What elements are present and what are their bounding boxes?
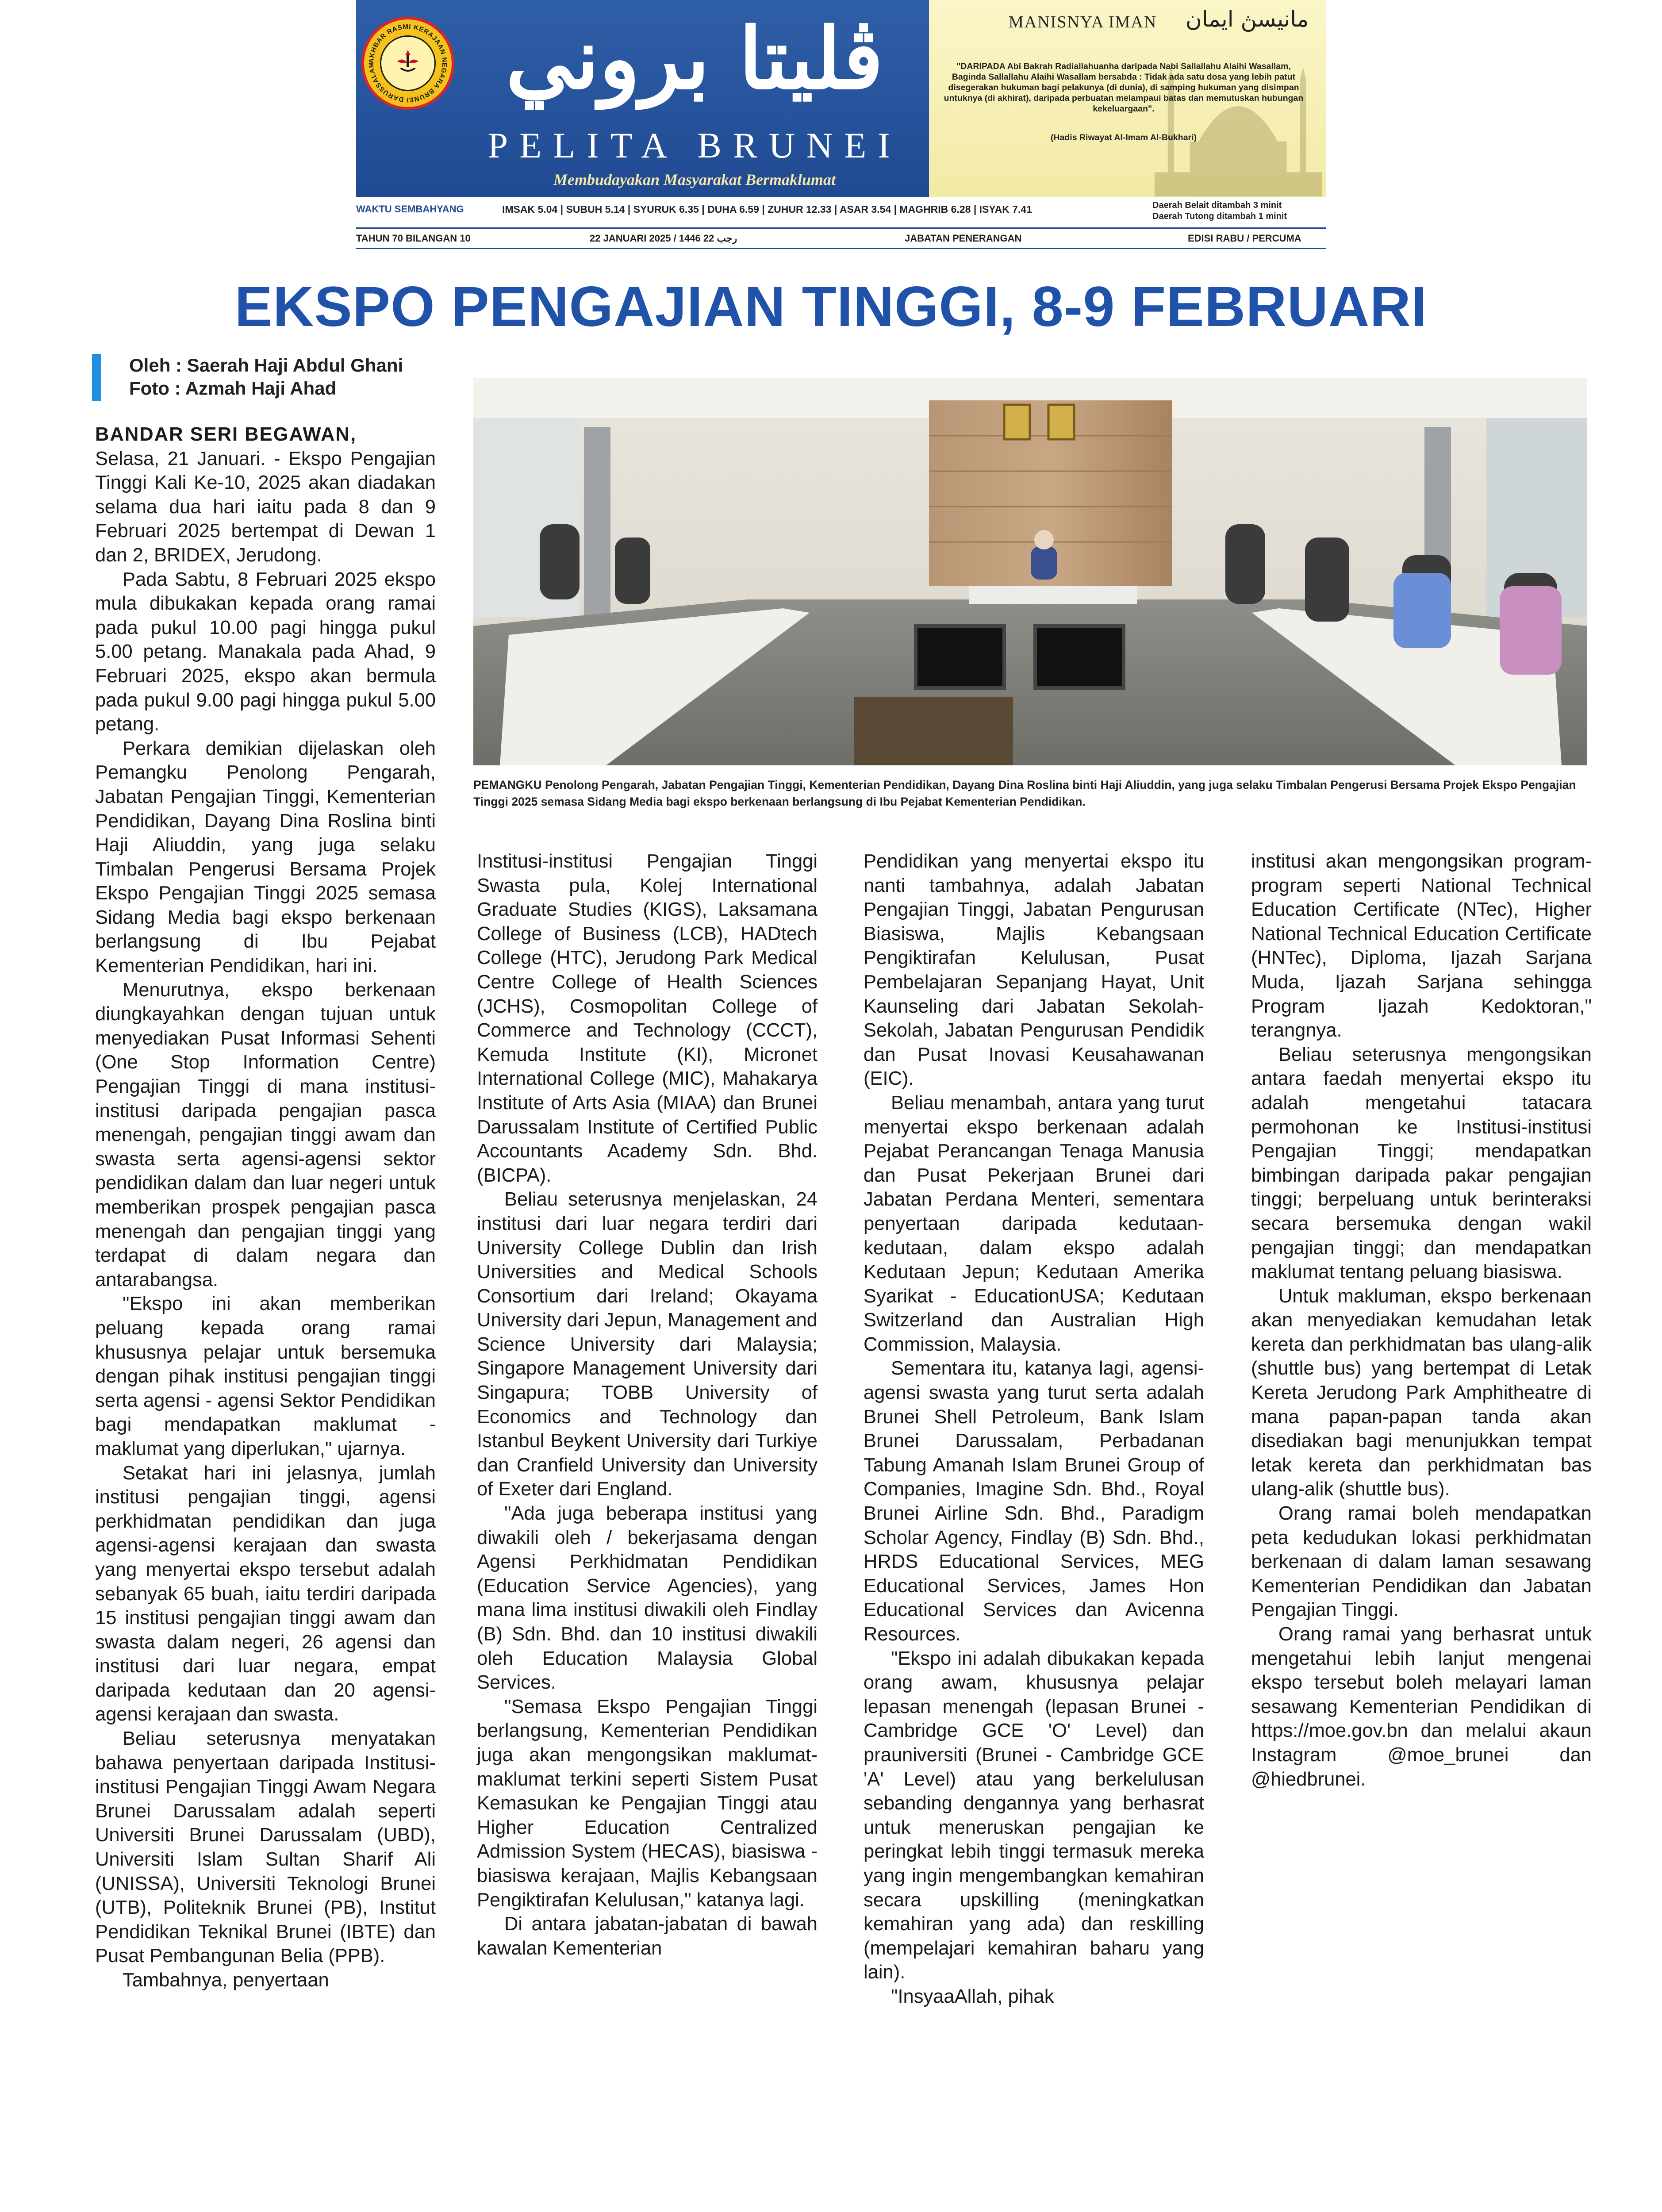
- prayer-times: IMSAK 5.04 | SUBUH 5.14 | SYURUK 6.35 | DUHA 6.59 | ZUHUR 12.33 | ASAR 3.54 | MAGHRIB 6.28 | ISYAK 7.41: [502, 204, 1032, 215]
- article-paragraph: Tambahnya, penyertaan: [123, 1970, 329, 1991]
- manisnya-iman-jawi: مانيسڽ ايمان: [1186, 6, 1309, 32]
- prayer-note-belait: Daerah Belait ditambah 3 minit: [1152, 200, 1282, 210]
- photo-caption: PEMANGKU Penolong Pengarah, Jabatan Pengajian Tinggi, Kementerian Pendidikan, Dayang Dina Roslina binti Haji Aliuddin, yang juga selaku Timbalan Pengerusi Bersama Projek Ekspo Pengajian Tinggi 2025 semasa Sidang Media bagi ekspo berkenaan berlangsung di Ibu Pejabat Kementerian Pendidikan.: [473, 778, 1576, 808]
- seal-crest: [380, 35, 436, 91]
- article-paragraph: Di antara jabatan-jabatan di bawah kawalan Kementerian: [477, 1913, 818, 1959]
- article-paragraph: Perkara demikian dijelaskan oleh Pemangku Penolong Pengarah, Jabatan Pengajian Tinggi, Kementerian Pendidikan, Dayang Dina Roslina binti Haji Aliuddin, yang juga selaku Timbalan Pengerusi Bersama Projek Ekspo Pengajian Tinggi 2025 semasa Sidang Media bagi ekspo berkenaan berlangsung di Ibu Pejabat Kementerian Pendidikan, hari ini.: [95, 737, 436, 977]
- article-paragraph: "Ada juga beberapa institusi yang diwakili oleh / bekerjasama dengan Agensi Perkhidmatan Pendidikan (Education Service Agencies), yang mana lima institusi diwakili oleh Findlay (B) Sdn. Bhd. dan 10 institusi diwakili oleh Education Malaysia Global Services.: [477, 1503, 818, 1694]
- article-paragraph: "Ekspo ini akan memberikan peluang kepada orang ramai khususnya pelajar untuk bersemuka dengan pihak institusi pengajian tinggi serta agensi - agensi Sektor Pendidikan bagi mendapatkan maklumat - maklumat yang diperlukan," ujarnya.: [95, 1293, 436, 1459]
- issue-info-bar: [356, 231, 1326, 247]
- article-paragraph: [95, 422, 436, 568]
- prayer-times-bar: [356, 200, 1326, 226]
- hadith-panel: [929, 0, 1326, 197]
- manisnya-iman-label: MANISNYA IMAN: [1009, 13, 1157, 31]
- seal-text: AKHBAR RASMI KERAJAAN NEGARA BRUNEI DARUSSALAM: [367, 23, 449, 104]
- article-paragraph: Beliau seterusnya menyatakan bahawa penyertaan daripada Institusi-institusi Pengajian Tinggi Awam Negara Brunei Darussalam adalah seperti Universiti Brunei Darussalam (UBD), Universiti Islam Sultan Sharif Ali (UNISSA), Universiti Teknologi Brunei (UTB), Politeknik Brunei (PB), Institut Pendidikan Teknikal Brunei (IBTE) dan Pusat Pembangunan Belia (PPB).: [95, 1728, 436, 1967]
- brunei-crest-icon: [394, 48, 422, 77]
- issue-volume: TAHUN 70 BILANGAN 10: [356, 233, 471, 244]
- byline-accent: [92, 354, 101, 401]
- issue-edition: EDISI RABU / PERCUMA: [1188, 233, 1301, 244]
- article-column-1: [95, 422, 436, 1993]
- divider: [356, 248, 1326, 249]
- article-paragraph: Pada Sabtu, 8 Februari 2025 ekspo mula dibukakan kepada orang ramai pada pukul 10.00 pagi hingga pukul 5.00 petang. Manakala pada Ahad, 9 Februari 2025, ekspo akan bermula pada pukul 9.00 pagi hingga pukul 5.00 petang.: [95, 568, 436, 735]
- article-paragraph: "Semasa Ekspo Pengajian Tinggi berlangsung, Kementerian Pendidikan juga akan mengongsikan maklumat-maklumat terkini seperti Sistem Pusat Kemasukan ke Pengajian Tinggi atau Higher Education Centralized Admission System (HECAS), biasiswa - biasiswa kerajaan, Majlis Kebangsaan Pengiktirafan Kelulusan," katanya lagi.: [477, 1696, 818, 1911]
- article-paragraph: Setakat hari ini jelasnya, jumlah institusi pengajian tinggi, agensi perkhidmatan pendidikan dan juga agensi-agensi kerajaan dan swasta yang menyertai ekspo tersebut adalah sebanyak 65 buah, iaitu terdiri daripada 15 institusi pengajian tinggi awam dan swasta dalam negeri, 26 agensi dan institusi dari luar negara, empat daripada kedutaan dan 20 agensi-agensi kerajaan dan swasta.: [95, 1462, 436, 1725]
- article-paragraph: institusi akan mengongsikan program-program seperti National Technical Education Certificate (NTec), Higher National Technical Education Certificate (HNTec), Diploma, Ijazah Sarjana Muda, Ijazah Sarjana sehingga Program Ijazah Kedoktoran," terangnya.: [1251, 851, 1592, 1041]
- article-paragraph: Sementara itu, katanya lagi, agensi-agensi swasta yang turut serta adalah Brunei Shell Petroleum, Bank Islam Brunei Darussalam, Perbadanan Tabung Amanah Islam Brunei Group of Companies, Imagine Sdn. Bhd., Royal Brunei Airline Sdn. Bhd., Paradigm Scholar Agency, Findlay (B) Sdn. Bhd., HRDS Educational Services, MEG Educational Services, James Hon Educational Services dan Avicenna Resources.: [864, 1358, 1204, 1645]
- article-paragraph: Untuk makluman, ekspo berkenaan akan menyediakan kemudahan letak kereta dan perkhidmatan bas ulang-alik (shuttle bus) yang bertempat di Letak Kereta Jerudong Park Amphitheatre di mana papan-papan tanda akan disediakan bagi menunjukkan tempat letak kereta dan perkhidmatan bas ulang-alik (shuttle bus).: [1251, 1285, 1592, 1500]
- meeting-room-image: [473, 378, 1587, 765]
- masthead-title-panel: [356, 0, 929, 197]
- byline-photo: Foto : Azmah Haji Ahad: [129, 378, 337, 399]
- article-paragraph: Menurutnya, ekspo berkenaan diungkayahkan dengan tujuan untuk menyediakan Pusat Informasi Sehenti (One Stop Information Centre) Pengajian Tinggi di mana institusi-institusi daripada pengajian pasca menengah, pengajian tinggi awam dan swasta serta agensi-agensi sektor pendidikan dalam dan luar negeri untuk memberikan prospek pengajian pasca menengah dan pengajian tinggi yang terdapat di dalam negara dan antarabangsa.: [95, 979, 436, 1290]
- masthead-jawi-title: ڤليتا بروني: [506, 9, 883, 108]
- article-column-2: [477, 849, 818, 1960]
- article-paragraph: Institusi-institusi Pengajian Tinggi Swasta pula, Kolej International Graduate Studies (KIGS), Laksamana College of Business (LCB), HADtech College (HTC), Jerudong Park Medical Centre College of Health Sciences (JCHS), Cosmopolitan College of Commerce and Technology (CCCT), Kemuda Institute (KI), Micronet International College (MIC), Mahakarya Institute of Arts Asia (MIAA) dan Brunei Darussalam Institute of Certified Public Accountants Academy Sdn. Bhd. (BICPA).: [477, 851, 818, 1186]
- official-seal-icon: [361, 17, 454, 110]
- byline-author: Oleh : Saerah Haji Abdul Ghani: [129, 355, 403, 376]
- hadith-text: "DARIPADA Abi Bakrah Radiallahuanha daripada Nabi Sallallahu Alaihi Wasallam, Baginda Sallallahu Alaihi Wasallam bersabda : Tidak ada satu dosa yang lebih patut disegerakan hukuman bagi pelakunya (di dunia), di samping hukuman yang disimpan untuknya (di akhirat), daripada perbuatan melampaui batas dan memutuskan hubungan kekeluargaan".: [944, 61, 1304, 114]
- article-paragraph: "InsyaaAllah, pihak: [891, 1985, 1054, 2007]
- divider: [356, 227, 1326, 229]
- article-paragraph: Orang ramai boleh mendapatkan peta kedudukan lokasi perkhidmatan berkenaan di dalam laman sesawang Kementerian Pendidikan dan Jabatan Pengajian Tinggi.: [1251, 1503, 1592, 1621]
- hadith-source: (Hadis Riwayat Al-Imam Al-Bukhari): [1050, 133, 1197, 142]
- issue-date: 22 JANUARI 2025 / 1446 رجب 22: [590, 233, 737, 244]
- article-dateline: BANDAR SERI BEGAWAN,: [95, 424, 357, 445]
- byline: [129, 354, 403, 400]
- prayer-note-tutong: Daerah Tutong ditambah 1 minit: [1152, 211, 1287, 221]
- article-paragraph: Beliau seterusnya menjelaskan, 24 institusi dari luar negara terdiri dari University College Dublin dan Irish Universities and Medical Schools Consortium dari Ireland; Okayama University dari Jepun, Management and Science University dari Malaysia; Singapore Management University dari Singapura; TOBB University of Economics and Technology dan Istanbul Beykent University dari Turkiye dan Cranfield University dan University of Exeter dari England.: [477, 1189, 818, 1500]
- article-paragraph: Beliau seterusnya mengongsikan antara faedah menyertai ekspo itu adalah mengetahui tatacara permohonan ke Institusi-institusi Pengajian Tinggi; mendapatkan bimbingan daripada pakar pengajian tinggi; berpeluang untuk berinteraksi secara bersemuka dengan wakil pengajian tinggi; dan mendapatkan maklumat tentang peluang biasiswa.: [1251, 1044, 1592, 1283]
- article-column-3: [864, 849, 1204, 2009]
- article-column-4: [1251, 849, 1592, 1791]
- article-headline: EKSPO PENGAJIAN TINGGI, 8-9 FEBRUARI: [234, 275, 1428, 338]
- article-paragraph: Beliau menambah, antara yang turut menyertai ekspo berkenaan adalah Pejabat Perancangan Tenaga Manusia dan Pusat Pekerjaan Brunei dari Jabatan Perdana Menteri, sementara penyertaan daripada kedutaan-kedutaan, dalam ekspo adalah Kedutaan Jepun; Kedutaan Amerika Syarikat - EducationUSA; Kedutaan Switzerland dan Australian High Commission, Malaysia.: [864, 1092, 1204, 1355]
- masthead-tagline: Membudayakan Masyarakat Bermaklumat: [553, 171, 836, 188]
- issue-publisher: JABATAN PENERANGAN: [905, 233, 1022, 244]
- prayer-times-label: WAKTU SEMBAHYANG: [356, 204, 464, 215]
- article-paragraph: "Ekspo ini adalah dibukakan kepada orang awam, khususnya pelajar lepasan menengah (lepasan Brunei - Cambridge GCE 'O' Level) dan prauniversiti (Brunei - Cambridge GCE 'A' Level) atau yang berkelulusan sebanding dengannya yang berhasrat untuk meneruskan pengajian ke peringkat lebih tinggi termasuk mereka yang ingin mengembangkan kemahiran secara upskilling (meningkatkan kemahiran yang ada) dan reskilling (mempelajari kemahiran baharu yang lain).: [864, 1647, 1204, 1983]
- prayer-times-note: [1152, 200, 1287, 222]
- masthead: [356, 0, 1326, 197]
- article-paragraph-text: Selasa, 21 Januari. - Ekspo Pengajian Tinggi Kali Ke-10, 2025 akan diadakan selama dua hari iaitu pada 8 dan 9 Februari 2025 bertempat di Dewan 1 dan 2, BRIDEX, Jerudong.: [95, 448, 436, 566]
- masthead-latin-title: PELITA BRUNEI: [487, 125, 902, 165]
- press-conference-photo: [473, 378, 1587, 765]
- article-paragraph: Pendidikan yang menyertai ekspo itu nanti tambahnya, adalah Jabatan Pengajian Tinggi, Jabatan Pengurusan Biasiswa, Majlis Kebangsaan Pengiktirafan Kelulusan, Pusat Pembelajaran Sepanjang Hayat, Unit Kaunseling dari Jabatan Sekolah-Sekolah, Jabatan Pengurusan Pendidik dan Pusat Inovasi Keusahawanan (EIC).: [864, 851, 1204, 1090]
- article-paragraph: Orang ramai yang berhasrat untuk mengetahui lebih lanjut mengenai ekspo tersebut boleh melayari laman sesawang Kementerian Pendidikan di https://moe.gov.bn dan melalui akaun Instagram @moe_brunei dan @hiedbrunei.: [1251, 1624, 1592, 1790]
